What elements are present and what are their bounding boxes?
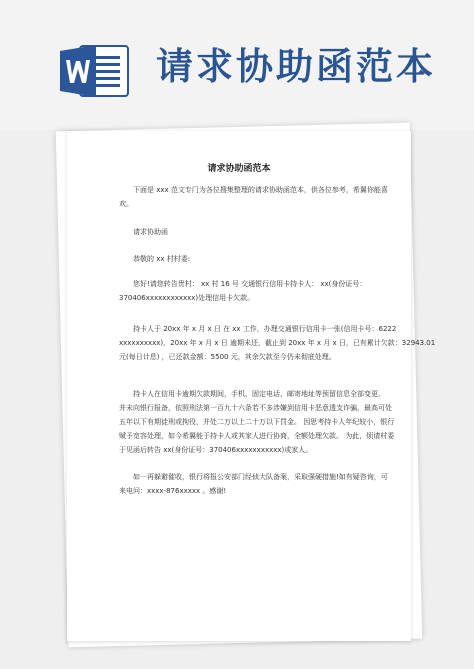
paragraph2-line-1: 持卡人于 20xx 年 x 月 x 日 在 xx 工作，办理交通银行信用卡一张(信用卡号：6222	[133, 325, 397, 333]
intro-line-1: 下面是 xxx 范文专门为各位搜集整理的请求协助函范本，供各位参考，希翼你能喜	[133, 186, 388, 194]
paragraph1-line-1: 您好!请您转告贵村： xx 村 16 号 交通银行信用卡持卡人： xx(身份证号：	[133, 280, 367, 288]
document-page	[67, 131, 436, 641]
document-title: 请求协助函范本	[207, 164, 271, 174]
paragraph3-line-3: 五年以下有期徒刑或拘役，并处二万以上二十万以下罚金。 因思考持卡人年纪较小，银行	[119, 418, 395, 426]
paragraph1-line-2: 370406xxxxxxxxxxxx)处理信用卡欠款。	[119, 294, 255, 302]
paragraph3-line-4: 赋予宽容处理，如今希翼能于持卡人或其家人进行协商，全额处理欠款。 为此，烦请村委	[119, 432, 395, 440]
banner-title: 请求协助函范本	[156, 45, 436, 88]
word-icon	[58, 42, 130, 100]
paragraph2-line-2: xxxxxxxxxx)，20xx 年 x 月 x 日 逾期未还，截止到 20xx 年 x 月 x 日，已有累计欠款：32943.01	[119, 339, 436, 347]
intro-line-2: 欢。	[119, 200, 133, 208]
paragraph3-line-1: 持卡人在信用卡逾期欠款期间，手机、固定电话、邮寄地址等预留信息全部变更，	[133, 390, 385, 398]
paragraph4-line-1: 如一再躲避催收，银行将报公安部门经侦大队备案，采取强硬措施!如有疑咨询，可	[133, 473, 388, 481]
salutation: 恭敬的 xx 村村委:	[133, 255, 191, 263]
paragraph2-line-3: 元(每日计息) ，已还款金额：5500 元，其余欠款至今仍未彻底处理。	[119, 353, 336, 361]
subject-line: 请求协助函	[133, 228, 168, 236]
paragraph3-line-2: 并未向银行报备，依照刑法第一百九十六条若不多涉嫌到信用卡恶意透支诈骗，最高可处	[119, 404, 392, 412]
paragraph3-line-5: 于见函后转告 xx(身份证号：370406xxxxxxxxxxx)或家人。	[119, 446, 313, 454]
paragraph4-line-2: 来电问：xxxx-876xxxxx 。感谢!	[119, 487, 227, 495]
